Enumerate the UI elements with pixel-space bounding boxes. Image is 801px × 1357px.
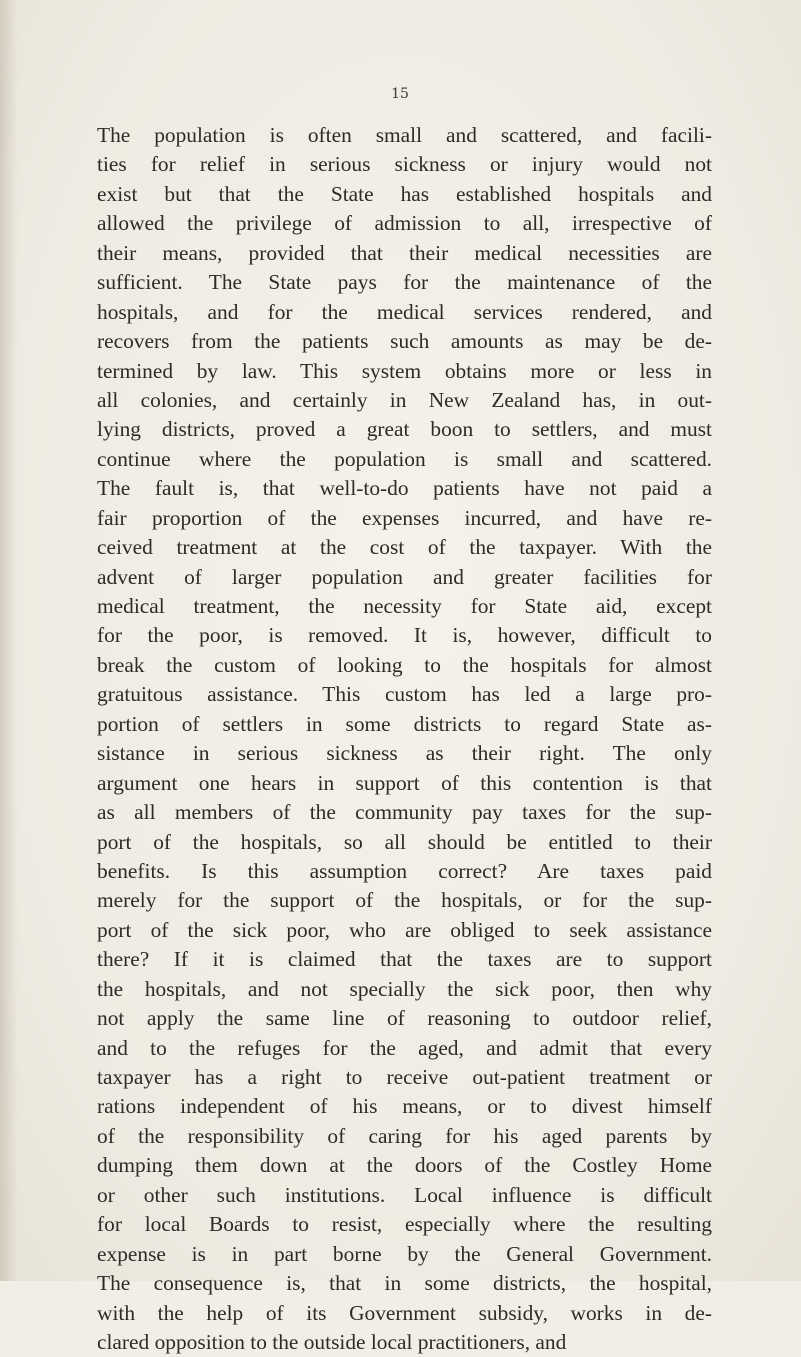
- text-line: The fault is, that well-to-do patients have not paid a: [97, 476, 712, 501]
- text-line: of the responsibility of caring for his aged parents by: [97, 1123, 712, 1148]
- text-line: there? If it is claimed that the taxes are to support: [97, 947, 712, 972]
- text-line: allowed the privilege of admission to all, irrespective of: [97, 211, 712, 236]
- text-line: ties for relief in serious sickness or injury would not: [97, 152, 712, 177]
- text-line: sistance in serious sickness as their right. The only: [97, 741, 712, 766]
- text-line: their means, provided that their medical necessities are: [97, 240, 712, 265]
- text-line: gratuitous assistance. This custom has led a large pro-: [97, 682, 712, 707]
- text-line: continue where the population is small and scattered.: [97, 446, 712, 471]
- text-line: exist but that the State has established hospitals and: [97, 181, 712, 206]
- text-line: not apply the same line of reasoning to outdoor relief,: [97, 1006, 712, 1031]
- text-line: portion of settlers in some districts to regard State as-: [97, 711, 712, 736]
- text-line: argument one hears in support of this contention is that: [97, 770, 712, 795]
- text-line: sufficient. The State pays for the maintenance of the: [97, 270, 712, 295]
- text-line: rations independent of his means, or to divest himself: [97, 1094, 712, 1119]
- text-line: and to the refuges for the aged, and admit that every: [97, 1035, 712, 1060]
- text-line: termined by law. This system obtains more or less in: [97, 358, 712, 383]
- text-line: with the help of its Government subsidy, works in de-: [97, 1300, 712, 1325]
- text-line: or other such institutions. Local influence is difficult: [97, 1182, 712, 1207]
- text-line: expense is in part borne by the General Government.: [97, 1241, 712, 1266]
- page-number: 15: [391, 86, 409, 102]
- text-line: merely for the support of the hospitals, or for the sup-: [97, 888, 712, 913]
- text-line: port of the sick poor, who are obliged to seek assistance: [97, 917, 712, 942]
- text-line: medical treatment, the necessity for State aid, except: [97, 594, 712, 618]
- text-line: recovers from the patients such amounts as may be de-: [97, 329, 712, 354]
- text-line: lying districts, proved a great boon to settlers, and must: [97, 417, 712, 442]
- body-paragraph: [97, 121, 712, 1357]
- text-line: dumping them down at the doors of the Costley Home: [97, 1153, 712, 1178]
- text-line: benefits. Is this assumption correct? Are taxes paid: [97, 858, 712, 883]
- page-edge-shadow: [0, 0, 18, 1281]
- text-line: fair proportion of the expenses incurred, and have re-: [97, 505, 712, 530]
- text-line: for the poor, is removed. It is, however, difficult to: [97, 623, 712, 648]
- text-line: the hospitals, and not specially the sick poor, then why: [97, 976, 712, 1001]
- text-line: all colonies, and certainly in New Zealand has, in out-: [97, 387, 712, 412]
- text-line: for local Boards to resist, especially where the resulting: [97, 1212, 712, 1237]
- text-line: The consequence is, that in some districts, the hospital,: [97, 1271, 712, 1296]
- text-line: hospitals, and for the medical services rendered, and: [97, 299, 712, 324]
- text-line: as all members of the community pay taxes for the sup-: [97, 800, 712, 825]
- text-line: ceived treatment at the cost of the taxpayer. With the: [97, 535, 712, 560]
- text-line: break the custom of looking to the hospitals for almost: [97, 652, 712, 677]
- text-line: taxpayer has a right to receive out-patient treatment or: [97, 1065, 712, 1089]
- text-line: advent of larger population and greater facilities for: [97, 564, 712, 589]
- text-line: clared opposition to the outside local practitioners, and: [97, 1329, 567, 1354]
- text-line: port of the hospitals, so all should be entitled to their: [97, 829, 712, 854]
- text-line: The population is often small and scattered, and facili-: [97, 123, 712, 147]
